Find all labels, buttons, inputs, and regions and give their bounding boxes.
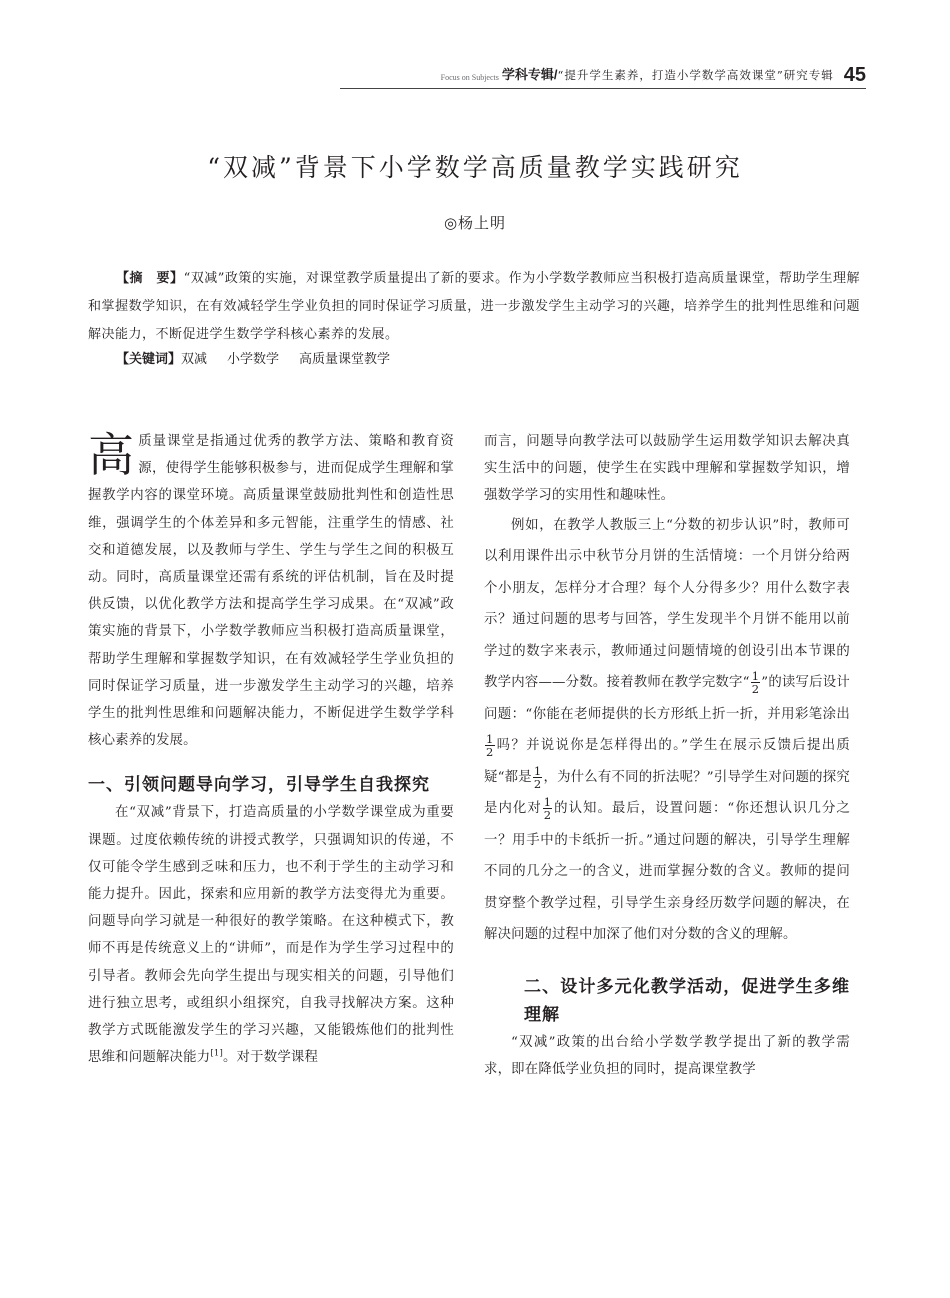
fraction-denominator: 2 [543, 808, 552, 823]
fraction-numerator: 1 [543, 795, 552, 810]
page-number: 45 [843, 64, 866, 86]
example-text-5: 的认知。最后，设置问题：“你还想认识几分之一？用手中的卡纸折一折。”通过问题的解决，引导学生理解不同的几分之一的含义，进而掌握分数的含义。教师的提问贯穿整个教学过程，引导学生亲身经历数学问题的解决，在解决问题的过程中加深了他们对分数的含义的理解。 [484, 801, 850, 943]
keyword-item: 双减 [181, 352, 208, 367]
abstract [88, 264, 860, 349]
fraction-one-half [533, 765, 543, 790]
header-section-label: 学科专辑/ [501, 67, 558, 82]
fraction-denominator: 2 [751, 682, 760, 697]
section-1-heading: 一、引领问题导向学习，引导学生自我探究 [88, 775, 430, 796]
abstract-text: “双减”政策的实施，对课堂教学质量提出了新的要求。作为小学数学教师应当积极打造高质量课堂，帮助学生理解和掌握数学知识，在有效减轻学生学业负担的同时保证学习质量，进一步激发学生主动学习的兴趣，培养学生的批判性思维和问题解决能力，不断促进学生数学学科核心素养的发展。 [88, 271, 860, 342]
section-1-text: 在“双减”背景下，打造高质量的小学数学课堂成为重要课题。过度依赖传统的讲授式教学，只强调知识的传递，不仅可能令学生感到乏味和压力，也不利于学生的主动学习和能力提升。因此，探索和应用新的教学方法变得尤为重要。问题导向学习就是一种很好的教学策略。在这种模式下，教师不再是传统意义上的“讲师”，而是作为学生学习过程中的引导者。教师会先向学生提出与现实相关的问题，引导他们进行独立思考，或组织小组探究，自我寻找解决方案。这种教学方式既能激发学生的学习兴趣，又能锻炼他们的批判性思维和问题解决能力 [88, 805, 454, 1066]
continued-paragraph: 而言，问题导向教学法可以鼓励学生运用数学知识去解决真实生活中的问题，使学生在实践中理解和掌握数学知识，增强数学学习的实用性和趣味性。 [484, 434, 850, 504]
left-column [88, 428, 454, 1071]
keyword-item: 小学数学 [227, 352, 280, 367]
header-focus-label: Focus on Subjects [440, 73, 499, 82]
fraction-numerator: 1 [486, 732, 494, 747]
example-text-1: 例如，在教学人教版三上“分数的初步认识”时，教师可以利用课件出示中秋节分月饼的生活情境：一个月饼分给两个小朋友，怎样分才合理？每个人分得多少？用什么数字表示？通过问题的思考与回答，学生发现半个月饼不能用以前学过的数字来表示，教师通过问题情境的创设引出本节课的教学内容——分数。接着教师在教学完数字“ [484, 517, 850, 691]
fraction-one-half [751, 670, 761, 695]
section-2-paragraph: “双减”政策的出台给小学数学教学提出了新的教学需求，即在降低学业负担的同时，提高课堂教学 [484, 1034, 850, 1077]
fraction-one-half [485, 733, 495, 758]
fraction-numerator: 1 [533, 763, 542, 778]
fraction-numerator: 1 [751, 669, 760, 684]
keyword-item: 高质量课堂教学 [299, 352, 391, 367]
section-1-paragraph [88, 799, 454, 1071]
intro-paragraph [88, 428, 454, 754]
example-text-4: ，为什么有不同的折法呢？”引导学生对问题的探究是内化对 [484, 769, 850, 817]
intro-text: 质量课堂是指通过优秀的教学方法、策略和教育资源，使得学生能够积极参与，进而促成学生理解和掌握教学内容的课堂环境。高质量课堂鼓励批判性和创造性思维，强调学生的个体差异和多元智能，注重学生的情感、社交和道德发展，以及教师与学生、学生与学生之间的积极互动。同时，高质量课堂还需有系统的评估机制，旨在及时提供反馈，以优化教学方法和提高学生学习成果。在“双减”政策实施的背景下，小学数学教师应当积极打造高质量课堂，帮助学生理解和掌握数学知识，在有效减轻学生学业负担的同时保证学习质量，进一步激发学生主动学习的兴趣，培养学生的批判性思维和问题解决能力，不断促进学生数学学科核心素养的发展。 [88, 434, 454, 749]
fraction-one-half [543, 796, 553, 821]
drop-cap: 高 [88, 428, 135, 482]
article-title: “双减”背景下小学数学高质量教学实践研究 [207, 153, 743, 182]
running-header [340, 62, 866, 89]
header-topic: “提升学生素养，打造小学数学高效课堂”研究专辑 [557, 68, 834, 82]
keywords [88, 346, 860, 373]
article-author: ◎杨上明 [443, 214, 507, 232]
example-paragraph [484, 510, 850, 951]
citation-marker: [1] [210, 1048, 223, 1059]
fraction-denominator: 2 [533, 776, 542, 791]
keywords-label: 【关键词】 [116, 351, 182, 366]
section-1-text-tail: 。对于数学课程 [222, 1050, 319, 1066]
example-text-3: 吗？并说说你是怎样得出的。”学生在展示反馈后提出质疑“都是 [484, 738, 850, 785]
fraction-denominator: 2 [486, 745, 494, 760]
right-column [484, 428, 850, 1083]
section-2-heading: 二、设计多元化教学活动，促进学生多维理解 [524, 976, 850, 1025]
abstract-label: 【摘 要】 [116, 270, 184, 285]
example-text-2: ”的读写后设计问题：“你能在老师提供的长方形纸上折一折，并用彩笔涂出 [484, 675, 850, 722]
